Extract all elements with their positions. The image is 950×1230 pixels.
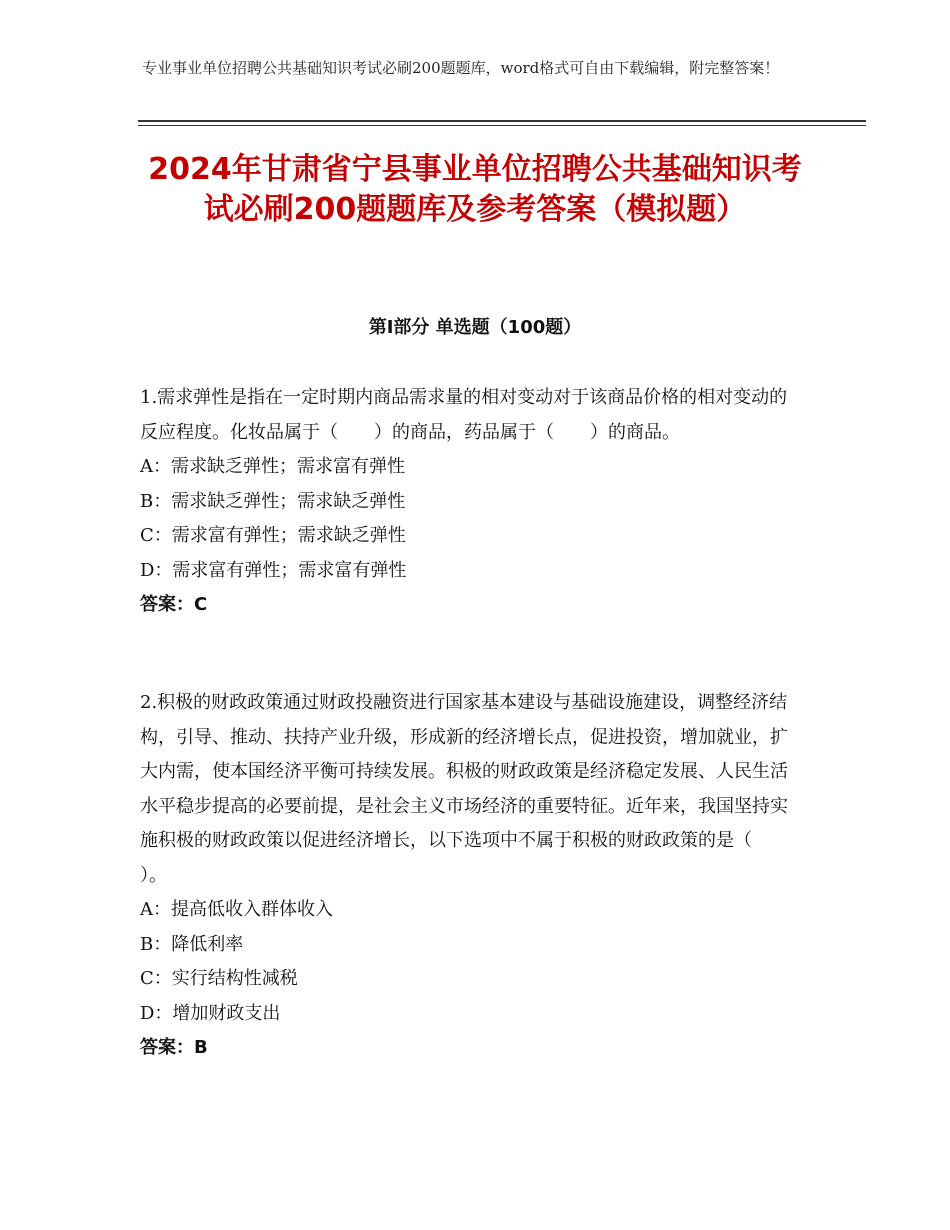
document-title: 2024年甘肃省宁县事业单位招聘公共基础知识考试必刷200题题库及参考答案（模拟题） <box>148 152 802 227</box>
option-a: A：提高低收入群体收入 <box>140 899 333 920</box>
header-note: 专业事业单位招聘公共基础知识考试必刷200题题库，word格式可自由下载编辑，附完整答案！ <box>142 59 780 77</box>
header-rule-thin <box>138 125 866 126</box>
question-2 <box>140 686 800 1066</box>
section-title: 第Ⅰ部分 单选题（100题） <box>368 317 582 338</box>
option-c: C：实行结构性减税 <box>140 968 298 989</box>
option-d: D：增加财政支出 <box>140 1002 281 1024</box>
question-stem: 1.需求弹性是指在一定时期内商品需求量的相对变动对于该商品价格的相对变动的反应程度。化妆品属于（ ）的商品，药品属于（ ）的商品。 <box>140 387 788 443</box>
answer: 答案：C <box>140 594 208 615</box>
option-c: C：需求富有弹性；需求缺乏弹性 <box>140 525 406 546</box>
option-a: A：需求缺乏弹性；需求富有弹性 <box>140 456 405 477</box>
option-b: B：降低利率 <box>140 933 244 955</box>
answer: 答案：B <box>140 1037 208 1058</box>
question-1 <box>140 381 800 623</box>
question-stem: 2.积极的财政政策通过财政投融资进行国家基本建设与基础设施建设，调整经济结构，引导、推动、扶持产业升级，形成新的经济增长点，促进投资，增加就业，扩大内需，使本国经济平衡可持续发展。积极的财政政策是经济稳定发展、人民生活水平稳步提高的必要前提，是社会主义市场经济的重要特征。近年来，我国坚持实施积极的财政政策以促进经济增长，以下选项中不属于积极的财政政策的是（ ）。 <box>140 692 788 886</box>
header-rule-thick <box>138 120 866 122</box>
option-d: D：需求富有弹性；需求富有弹性 <box>140 559 407 581</box>
option-b: B：需求缺乏弹性；需求缺乏弹性 <box>140 490 406 512</box>
